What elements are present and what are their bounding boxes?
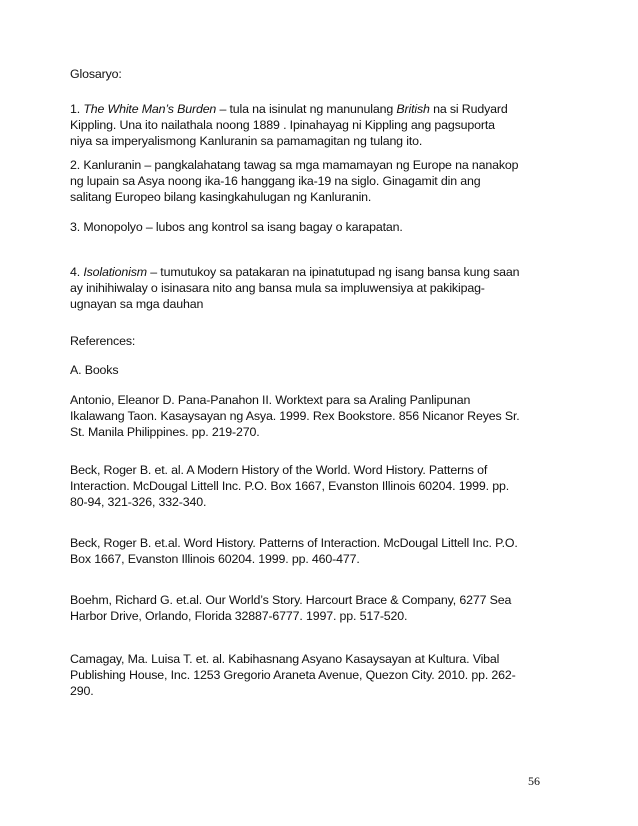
reference-entry: Beck, Roger B. et. al. A Modern History of the World. Word History. Patterns of Interaction. McDougal Littell Inc. P.O. Box 1667, Evanston Illinois 60204. 1999. pp. 80-94, 321-326, 332-340.: [70, 463, 510, 509]
reference-entry: Camagay, Ma. Luisa T. et. al. Kabihasnang Asyano Kasaysayan at Kultura. Vibal Publishing House, Inc. 1253 Gregorio Araneta Avenue, Quezon City. 2010. pp. 262- 290.: [70, 652, 516, 698]
term-isolationism: Isolationism: [83, 265, 147, 279]
glossary-item-2: 2. Kanluranin – pangkalahatang tawag sa mga mamamayan ng Europe na nanakop ng lupain sa Asya noong ika-16 hanggang ika-19 na siglo. Ginagamit din ang salitang Europeo bilang kasingkahulugan ng Kanluranin.: [70, 158, 519, 204]
glossary-item-4-line-1: 4. Isolationism – tumutukoy sa patakaran na ipinatutupad ng isang bansa kung saan: [70, 265, 520, 279]
page-number: 56: [528, 774, 540, 788]
glossary-item-1: 1. The White Man’s Burden – tula na isinulat ng manunulang British na si Rudyard Kippling. Una ito nailathala noong 1889 . Ipinahayag ni Kippling ang pagsuporta niya sa imperyalismong Kanluranin sa pamamagitan ng tulang ito.: [70, 101, 548, 149]
term-british: British: [396, 102, 430, 116]
glossary-item-1-line-1: 1. The White Man’s Burden – tula na isinulat ng manunulang British na si Rudyard: [70, 102, 508, 116]
references-heading: References:: [70, 334, 136, 348]
books-heading: A. Books: [70, 363, 119, 377]
term-white-mans-burden: The White Man’s Burden: [83, 102, 217, 116]
glossary-item-3: 3. Monopolyo – lubos ang kontrol sa isang bagay o karapatan.: [70, 220, 403, 234]
glossary-item-4: 4. Isolationism – tumutukoy sa patakaran na ipinatutupad ng isang bansa kung saan ay inihihiwalay o isinasara nito ang bansa mula sa impluwensiya at pakikipag- ugnayan sa mga dauhan: [70, 264, 548, 312]
glossary-heading: Glosaryo:: [70, 67, 122, 81]
reference-entry: Beck, Roger B. et.al. Word History. Patterns of Interaction. McDougal Littell Inc. P.O. Box 1667, Evanston Illinois 60204. 1999. pp. 460-477.: [70, 536, 518, 566]
reference-entry: Antonio, Eleanor D. Pana-Panahon II. Worktext para sa Araling Panlipunan Ikalawang Taon. Kasaysayan ng Asya. 1999. Rex Bookstore. 856 Nicanor Reyes Sr. St. Manila Philippines. pp. 219-270.: [70, 393, 520, 439]
reference-entry: Boehm, Richard G. et.al. Our World’s Story. Harcourt Brace & Company, 6277 Sea Harbor Drive, Orlando, Florida 32887-6777. 1997. pp. 517-520.: [70, 593, 512, 623]
